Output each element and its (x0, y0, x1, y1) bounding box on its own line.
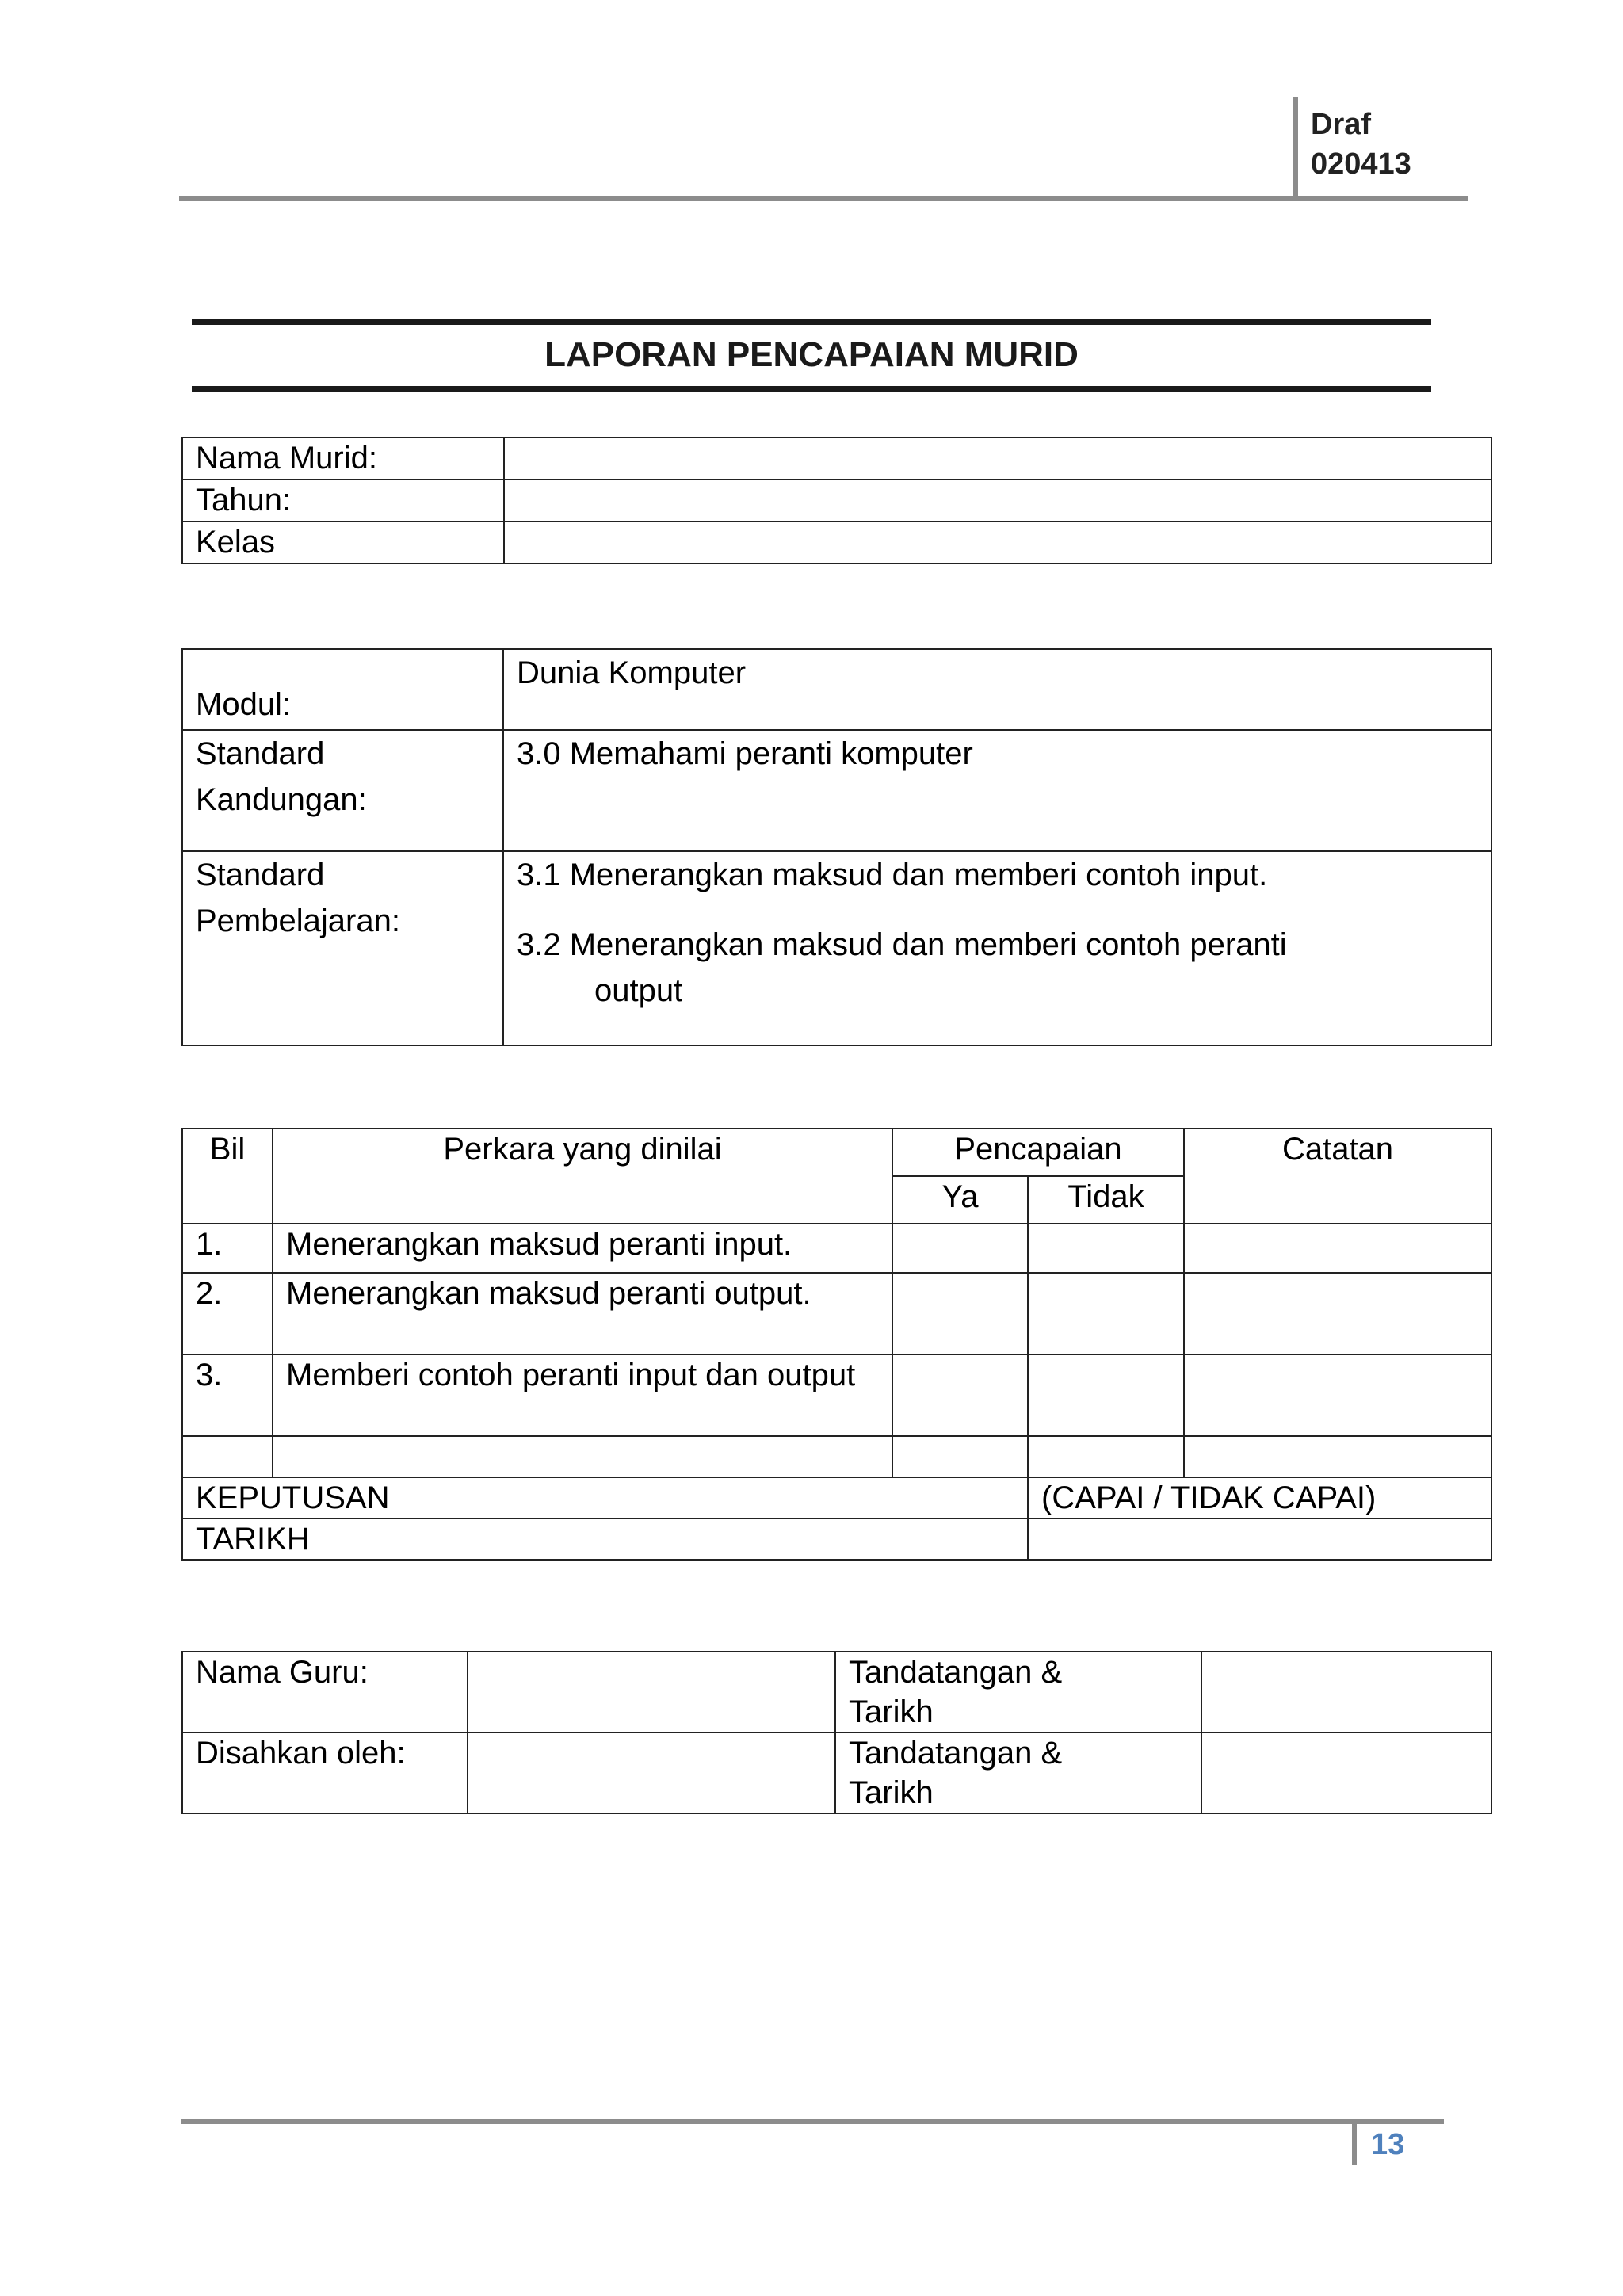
col-header-achievement: Pencapaian (892, 1129, 1184, 1176)
empty-cell[interactable] (273, 1436, 892, 1477)
row-item: Memberi contoh peranti input dan output (273, 1354, 892, 1436)
module-label: Modul: (182, 649, 503, 730)
table-row (182, 1273, 1491, 1354)
student-name-field[interactable] (504, 437, 1491, 479)
row-number: 3. (182, 1354, 273, 1436)
decision-label: KEPUTUSAN (182, 1477, 1028, 1519)
date-label: TARIKH (182, 1519, 1028, 1560)
content-standard-label-line1: Standard (196, 736, 325, 771)
content-standard-label-line2: Kandungan: (196, 782, 367, 817)
table-row (182, 1224, 1491, 1273)
decision-value[interactable]: (CAPAI / TIDAK CAPAI) (1028, 1477, 1491, 1519)
empty-cell[interactable] (892, 1436, 1028, 1477)
assessment-table (181, 1128, 1492, 1561)
table-row (182, 1354, 1491, 1436)
year-label: Tahun: (182, 479, 504, 521)
col-header-notes: Catatan (1184, 1129, 1491, 1224)
table-row (182, 649, 1491, 730)
learning-standard-value (503, 851, 1491, 1045)
footer-divider-vertical (1352, 2121, 1357, 2165)
empty-cell[interactable] (1184, 1436, 1491, 1477)
empty-cell[interactable] (1028, 1436, 1184, 1477)
draft-word: Draf (1311, 108, 1372, 141)
row-notes-cell[interactable] (1184, 1224, 1491, 1273)
page-number: 13 (1371, 2128, 1405, 2161)
row-no-cell[interactable] (1028, 1273, 1184, 1354)
teacher-name-field[interactable] (468, 1652, 835, 1733)
sign-label-line2: Tarikh (849, 1775, 934, 1810)
approver-sign-label (835, 1733, 1201, 1813)
row-notes-cell[interactable] (1184, 1354, 1491, 1436)
row-item: Menerangkan maksud peranti output. (273, 1273, 892, 1354)
teacher-sign-field[interactable] (1201, 1652, 1491, 1733)
module-table (181, 648, 1492, 1046)
approved-by-label: Disahkan oleh: (182, 1733, 468, 1813)
table-row (182, 479, 1491, 521)
row-no-cell[interactable] (1028, 1354, 1184, 1436)
row-item: Menerangkan maksud peranti input. (273, 1224, 892, 1273)
teacher-name-label: Nama Guru: (182, 1652, 468, 1733)
signature-table (181, 1651, 1492, 1814)
title-rule-bottom (192, 386, 1431, 392)
header-divider-vertical (1293, 97, 1298, 198)
learning-standard-label-line1: Standard (196, 858, 325, 892)
approved-by-field[interactable] (468, 1733, 835, 1813)
table-header-row (182, 1129, 1491, 1176)
col-header-bil: Bil (182, 1129, 273, 1224)
table-row (182, 730, 1491, 851)
row-yes-cell[interactable] (892, 1354, 1028, 1436)
table-row (182, 851, 1491, 1045)
empty-cell[interactable] (182, 1436, 273, 1477)
row-number: 1. (182, 1224, 273, 1273)
title-rule-top (192, 319, 1431, 325)
approver-sign-field[interactable] (1201, 1733, 1491, 1813)
class-label: Kelas (182, 521, 504, 563)
learning-standard-label (182, 851, 503, 1045)
content-standard-label (182, 730, 503, 851)
col-header-no: Tidak (1028, 1176, 1184, 1224)
table-row-empty (182, 1436, 1491, 1477)
teacher-sign-label (835, 1652, 1201, 1733)
year-field[interactable] (504, 479, 1491, 521)
learning-standard-label-line2: Pembelajaran: (196, 904, 400, 938)
sign-label-line2: Tarikh (849, 1694, 934, 1729)
decision-row (182, 1477, 1491, 1519)
sign-label-line1: Tandatangan & (849, 1736, 1063, 1771)
draft-label (1311, 105, 1411, 184)
row-notes-cell[interactable] (1184, 1273, 1491, 1354)
learning-standard-item-2: 3.2 Menerangkan maksud dan memberi contoh peranti (517, 927, 1287, 962)
class-field[interactable] (504, 521, 1491, 563)
learning-standard-item-1: 3.1 Menerangkan maksud dan memberi contoh input. (517, 858, 1268, 892)
col-header-item: Perkara yang dinilai (273, 1129, 892, 1224)
draft-code: 020413 (1311, 147, 1411, 181)
date-row (182, 1519, 1491, 1560)
table-row (182, 437, 1491, 479)
row-yes-cell[interactable] (892, 1224, 1028, 1273)
table-row (182, 521, 1491, 563)
module-value: Dunia Komputer (503, 649, 1491, 730)
header-divider (179, 196, 1468, 201)
footer-divider (181, 2119, 1444, 2124)
page-title: LAPORAN PENCAPAIAN MURID (544, 335, 1079, 374)
student-name-label: Nama Murid: (182, 437, 504, 479)
content-standard-value: 3.0 Memahami peranti komputer (503, 730, 1491, 851)
learning-standard-item-2-cont: output (594, 973, 683, 1008)
sign-label-line1: Tandatangan & (849, 1655, 1063, 1690)
row-number: 2. (182, 1273, 273, 1354)
table-row (182, 1652, 1491, 1733)
row-no-cell[interactable] (1028, 1224, 1184, 1273)
student-info-table (181, 437, 1492, 564)
date-field[interactable] (1028, 1519, 1491, 1560)
table-row (182, 1733, 1491, 1813)
row-yes-cell[interactable] (892, 1273, 1028, 1354)
col-header-yes: Ya (892, 1176, 1028, 1224)
